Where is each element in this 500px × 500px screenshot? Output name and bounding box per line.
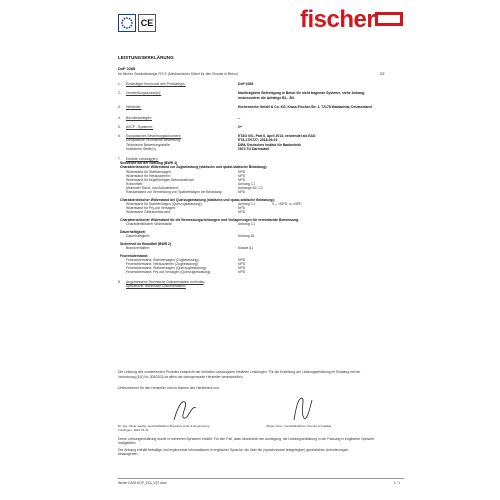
- performance-value: NPD: [238, 210, 246, 215]
- item-value-cont: insbesondere die Anhänge B1 - B3.: [238, 95, 295, 100]
- assessment-value: ETAG 001, Part 6, April 2013, verwendet als EAD: [238, 133, 316, 138]
- performance-label: Robustheit:: [126, 181, 144, 186]
- assessment-label: Technische Bewertungsstelle:: [126, 142, 171, 147]
- item-number: 8.: [118, 279, 121, 284]
- dop-id: DoP 0288: [118, 67, 136, 71]
- eu-stars-icon: [118, 14, 136, 32]
- performance-value-extra: V₀₀ =NPD, n₀=NPD: [272, 202, 302, 206]
- performance-value: NPD: [238, 266, 246, 270]
- brand-logo: fischer: [300, 6, 376, 33]
- performance-label: Randabstand zur Vermeidung von Spaltversagen bei Belastung:: [126, 190, 223, 195]
- section-heading: Charakteristischer Widerstand zur Zugbelastung (statische und quasi-statische Belastung):: [120, 165, 268, 170]
- assessment-value: 2873 TU Darmstadt: [238, 147, 269, 151]
- assessment-label: Notifizierte Stelle(n):: [126, 147, 157, 151]
- footnote-line-4: hinausgehen.: [118, 452, 139, 456]
- page-title: LEISTUNGSERKLÄRUNG: [118, 55, 174, 60]
- ce-mark-icon: CE: [138, 14, 156, 32]
- performance-label: Feuerwiderstand: Herausziehen (Zugbelastung):: [126, 261, 199, 266]
- declaration-line-1: Die Leistung des vorstehenden Produkts entspricht der erklärten Leistung/den erklärten Leistungen. Für die Erstellung der Leistungserklärung im Einklang mit der: [118, 370, 361, 374]
- section-heading: Sicherheit bei der Nutzung (BWR 4): [120, 161, 178, 165]
- performance-value: Anhang C1: [238, 222, 255, 227]
- performance-label: Minimaler Rand- und Achsabstand:: [126, 186, 179, 190]
- item-value: 2+: [238, 124, 242, 129]
- footnote-line-2: maßgeblich.: [118, 441, 137, 445]
- brand-badge-icon: [375, 12, 403, 26]
- performance-label: Feuerwiderstand: Pry-out Versagen (Querzugbelastung):: [126, 270, 212, 275]
- footnote-line-3: Der Anhang enthält freiwillige und ergänzende Informationen in englischer Sprache, die über die (sprachneutral festgelegten) gesetzlichen Anforderungen: [118, 448, 349, 452]
- performance-value: NPD: [238, 169, 246, 174]
- item-label: AVCP - System/e:: [126, 124, 154, 129]
- item-label: Erklärte Leistung(en):: [126, 156, 159, 161]
- performance-value: NPD: [238, 257, 246, 262]
- section-heading: Dauerhaftigkeit:: [120, 229, 146, 234]
- declaration-line-2: Verordnung (EU) Nr. 305/2011 ist allein der obengenannte Hersteller verantwortlich.: [118, 375, 244, 379]
- item-value: --: [238, 115, 241, 120]
- item-number: 7.: [118, 156, 121, 161]
- item-number: 5.: [118, 124, 121, 129]
- item-label: Hersteller:: [126, 104, 142, 109]
- item-label: Bevollmächtigter:: [126, 115, 153, 120]
- performance-label: Feuerwiderstand: Stahlversagen (Zugbelastung):: [126, 257, 200, 262]
- item-number: 4.: [118, 115, 121, 120]
- footer-divider: [118, 478, 404, 479]
- item-value: DoP 0288: [238, 82, 254, 86]
- item-number: 2.: [118, 91, 121, 95]
- assessment-value: ETA-17/0727; 2018-09-03: [238, 138, 278, 142]
- item-label-cont: Spezifische Technische Dokumentation:: [126, 283, 186, 288]
- performance-value: NPD: [238, 173, 246, 178]
- item-value: Nachträgliche Befestigung in Beton für nicht tragende Systeme, siehe Anhang,: [238, 91, 366, 95]
- performance-value: Anhang C1: [238, 181, 255, 186]
- signer-left: Dr.-Ing. Oliver Geibig, Geschäftsführer Business Units & Engineering: [118, 424, 210, 428]
- performance-label: Widerstand für Stahlversagen:: [126, 169, 172, 174]
- performance-value: NPD: [238, 206, 246, 211]
- assessment-label: Europäische Technische Bewertung:: [126, 138, 181, 142]
- section-heading: Sicherheit im Brandfall (BWR 2): [120, 241, 172, 246]
- item-value: fischerwerke GmbH & Co. KG, Klaus-Fischer-Str. 1, 72178 Waldachtal, Deutschland: [238, 104, 372, 109]
- performance-value: Anhang C1: [238, 202, 255, 206]
- signed-for: Unterzeichnet für den Hersteller und im Namen des Herstellers von:: [118, 386, 220, 390]
- signature-left-icon: [170, 396, 200, 424]
- signer-right: Jürgen Grün, Geschäftsführer Chemie & Qualität: [266, 424, 331, 428]
- performance-value: Anhänge B2, C1: [238, 186, 263, 190]
- performance-label: Charakteristischer Widerstand:: [126, 222, 173, 227]
- assessment-label: Europäisches Bewertungsdokument:: [126, 133, 182, 138]
- item-number: 3.: [118, 104, 121, 109]
- footnote-line-1: Diese Leistungserklärung wurde in mehreren Sprachen erstellt. Für den Fall, dass hinsichtlich der Auslegung, die Leistungserklärung in der Fassung in englischer Sprache: [118, 437, 374, 441]
- performance-value: NPD: [238, 261, 246, 266]
- performance-label: Widerstand Gebrauchsbrucht:: [126, 210, 172, 215]
- item-label: Eindeutiger Kenncode des Produkttyps:: [126, 82, 186, 86]
- performance-label: Widerstand für kegelförmigen Betonausbruch:: [126, 177, 195, 182]
- item-number: 1.: [118, 82, 121, 86]
- footer-file: fischer DATA DOP_ECs_V37.xlsm: [118, 481, 167, 485]
- signature-right-icon: [288, 394, 318, 424]
- performance-label: Widerstand für Herausziehen:: [126, 173, 171, 178]
- performance-value: NPD: [238, 177, 246, 182]
- dop-subtitle: für fischer Gewindestange FIS E (Mechanischer Dübel für den Einsatz in Beton): [118, 72, 238, 76]
- performance-value: Anhang B1: [238, 234, 255, 238]
- section-heading: Feuerwiderstand:: [120, 253, 149, 258]
- performance-value: Klasse A1: [238, 245, 254, 250]
- language-code: DE: [380, 72, 385, 76]
- performance-label: Widerstand für Stahlversagen (Querzugbelastung):: [126, 202, 203, 206]
- performance-label: Feuerwiderstand: Stahlversagen (Querzugbelastung):: [126, 266, 207, 270]
- performance-label: Widerstand für Pry-out Versagen:: [126, 206, 177, 211]
- item-value: --: [203, 279, 206, 284]
- footer-page: 1 / 1: [394, 481, 401, 485]
- assessment-value: DIBt- Deutsches Institut für Bautechnik: [238, 142, 302, 147]
- section-heading: Charakteristischer Widerstand bei Querzugbelastung (statische und quasi-statische Belastung):: [120, 197, 275, 202]
- performance-label: Brandverhalten:: [126, 245, 150, 250]
- item-label: Angemessene Technische Dokumentation und/oder: [126, 279, 204, 284]
- performance-value: NPD: [238, 270, 246, 275]
- item-number: 6.: [118, 133, 121, 138]
- performance-value: NPD: [238, 190, 246, 195]
- signer-left-place: Tumlingen, 2021-01-11: [118, 428, 149, 432]
- performance-label: Dauerhaftigkeit:: [126, 234, 150, 238]
- item-label: Verwendungszweck(e):: [126, 91, 162, 95]
- section-heading: Charakteristischer Widerstand für die Bemessungsrichtungen und Verlagerungen für vereinfachte Bemessung:: [120, 217, 300, 222]
